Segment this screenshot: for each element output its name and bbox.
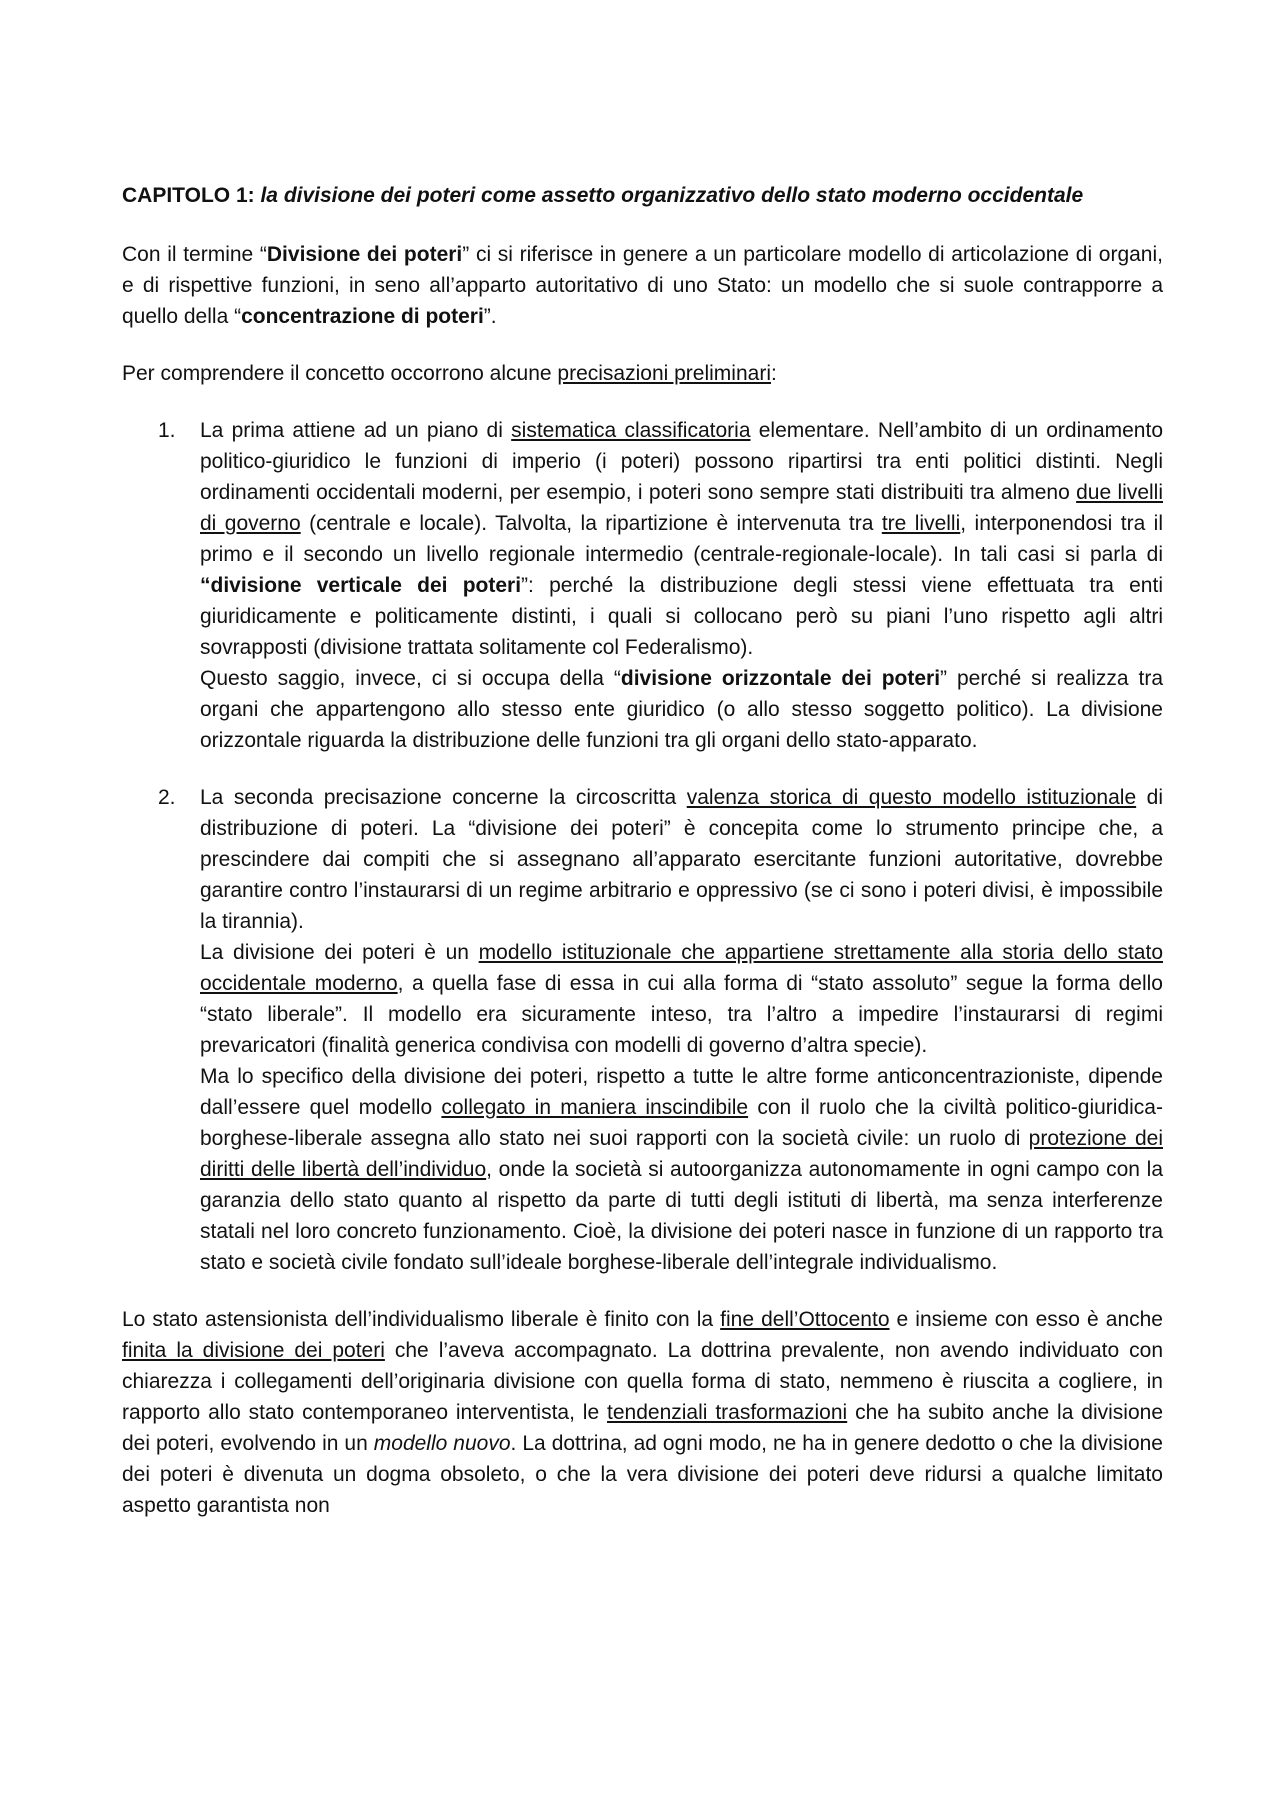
italic-term: modello nuovo (373, 1432, 511, 1455)
text-run: ”. (483, 305, 497, 328)
underlined-term: precisazioni preliminari (557, 362, 771, 385)
text-run: che ha subito anche la divisione dei poteri, evolvendo in un (122, 1401, 1163, 1455)
text-run: , a quella fase di essa in cui alla forma di “stato assoluto” segue la forma dello “stato liberale”. Il modello era sicuramente inteso, tra l’altro a impedire l’instaurarsi di regimi prevaricatori (finalità generica condivisa con modelli di governo d’altra specie). (200, 972, 1163, 1057)
text-run: Con il termine “ (122, 243, 267, 266)
text-run: Questo saggio, invece, ci si occupa della “ (200, 667, 621, 690)
underlined-term: tendenziali trasformazioni (607, 1401, 848, 1424)
bold-term: Divisione dei poteri (266, 243, 463, 266)
closing-paragraph (122, 1304, 1163, 1521)
chapter-heading (122, 180, 1163, 211)
text-run: La prima attiene ad un piano di (200, 419, 512, 442)
list-item-paragraph (200, 937, 1163, 1061)
underlined-term: sistematica classificatoria (511, 419, 751, 442)
text-run: elementare. Nell’ambito di un ordinamento politico-giuridico le funzioni di imperio (i poteri) possono ripartirsi tra enti politici distinti. Negli ordinamenti occidentali moderni, per esempio, i poteri sono sempre stati distribuiti tra almeno (200, 419, 1163, 504)
underlined-term: due livelli di governo (200, 481, 1163, 535)
text-run: ” perché si realizza tra organi che appartengono allo stesso ente giuridico (o allo stesso soggetto politico). La divisione orizzontale riguarda la distribuzione delle funzioni tra gli organi dello stato-apparato. (200, 667, 1163, 752)
text-run: (centrale e locale). Talvolta, la ripartizione è intervenuta tra (300, 512, 882, 535)
text-run: Per comprendere il concetto occorrono alcune (122, 362, 558, 385)
underlined-term: fine dell’Ottocento (720, 1308, 890, 1331)
text-run: ” ci si riferisce in genere a un particolare modello di articolazione di organi, e di rispettive funzioni, in seno all’apparto autoritativo di uno Stato: un modello che si suole contrapporre a quello della “ (122, 243, 1163, 328)
text-run: che l’aveva accompagnato. La dottrina prevalente, non avendo individuato con chiarezza i collegamenti dell’originaria divisione con quella forma di stato, nemmeno è riuscita a cogliere, in rapporto allo stato contemporaneo interventista, le (122, 1339, 1164, 1424)
text-run: , interponendosi tra il primo e il secondo un livello regionale intermedio (centrale-regionale-locale). In tali casi si parla di (200, 512, 1164, 566)
text-run: e insieme con esso è anche (889, 1308, 1163, 1331)
lead-paragraph (122, 358, 1163, 389)
list-item-paragraph (200, 782, 1163, 937)
chapter-title: la divisione dei poteri come assetto organizzativo dello stato moderno occidentale (260, 184, 1084, 207)
underlined-term: modello istituzionale che appartiene strettamente alla storia dello stato occidentale moderno (200, 941, 1163, 995)
text-run: Ma lo specifico della divisione dei poteri, rispetto a tutte le altre forme anticoncentrazioniste, dipende dall’essere quel modello (200, 1065, 1163, 1119)
bold-term: divisione orizzontale dei poteri (620, 667, 941, 690)
underlined-term: protezione dei diritti delle libertà dell’individuo (200, 1127, 1163, 1181)
chapter-label: CAPITOLO 1: (122, 184, 261, 207)
underlined-term: collegato in maniera inscindibile (441, 1096, 749, 1119)
list-item (122, 415, 1163, 756)
list-item-paragraph (200, 415, 1163, 663)
bold-term: “divisione verticale dei poteri (200, 574, 522, 597)
underlined-term: valenza storica di questo modello istituzionale (686, 786, 1137, 809)
text-run: di distribuzione di poteri. La “divisione dei poteri” è concepita come lo strumento principe che, a prescindere dai compiti che si assegnano all’apparato esercitante funzioni autoritative, dovrebbe garantire contro l’instaurarsi di un regime arbitrario e oppressivo (se ci sono i poteri divisi, è impossibile la tirannia). (200, 786, 1163, 933)
text-run: : (771, 362, 777, 385)
numbered-list (122, 415, 1163, 1278)
list-number: 2. (158, 786, 176, 809)
text-run: con il ruolo che la civiltà politico-giuridica-borghese-liberale assegna allo stato nei suoi rapporti con la società civile: un ruolo di (200, 1096, 1163, 1150)
list-item-paragraph (200, 663, 1163, 756)
list-item-paragraph (200, 1061, 1163, 1278)
list-item (122, 782, 1163, 1278)
underlined-term: tre livelli (881, 512, 961, 535)
text-run: Lo stato astensionista dell’individualismo liberale è finito con la (122, 1308, 721, 1331)
document-page (122, 180, 1163, 1521)
intro-paragraph (122, 239, 1163, 332)
text-run: ”: perché la distribuzione degli stessi viene effettuata tra enti giuridicamente e politicamente distinti, i quali si collocano però su piani l’uno rispetto agli altri sovrapposti (divisione trattata solitamente col Federalismo). (200, 574, 1163, 659)
bold-term: concentrazione di poteri (241, 305, 484, 328)
text-run: . La dottrina, ad ogni modo, ne ha in genere dedotto o che la divisione dei poteri è divenuta un dogma obsoleto, o che la vera divisione dei poteri deve ridursi a qualche limitato aspetto garantista non (122, 1432, 1163, 1517)
text-run: La divisione dei poteri è un (200, 941, 479, 964)
text-run: La seconda precisazione concerne la circoscritta (200, 786, 687, 809)
text-run: , onde la società si autoorganizza autonomamente in ogni campo con la garanzia dello stato quanto al rispetto da parte di tutti degli istituti di libertà, ma senza interferenze statali nel loro concreto funzionamento. Cioè, la divisione dei poteri nasce in funzione di un rapporto tra stato e società civile fondato sull’ideale borghese-liberale dell’integrale individualismo. (200, 1158, 1163, 1274)
underlined-term: finita la divisione dei poteri (122, 1339, 385, 1362)
list-number: 1. (158, 419, 176, 442)
